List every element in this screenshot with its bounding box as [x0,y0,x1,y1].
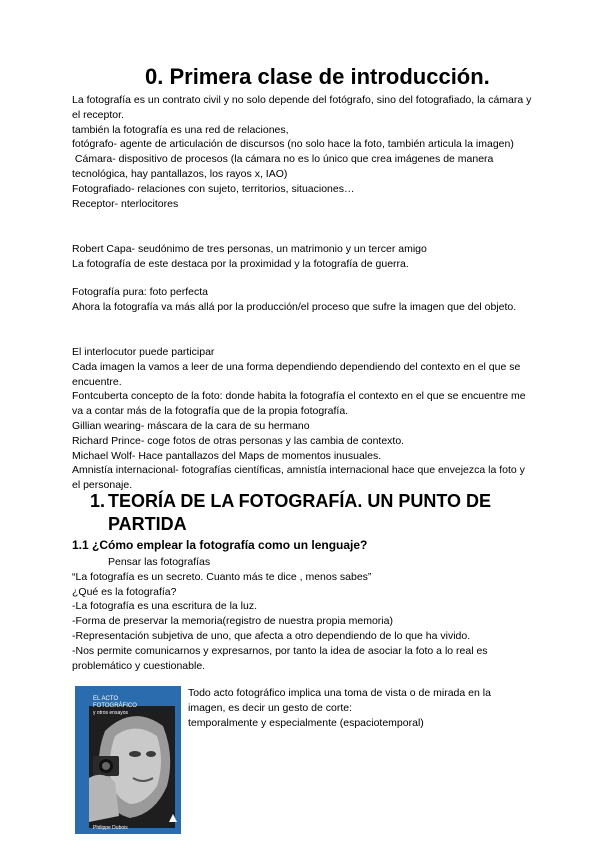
intro-paragraph [72,93,532,211]
text-line: Fontcuberta concepto de la foto: donde habita la fotografía el contexto en el que se encuentre me va a contar más de la fotografía que de la propia fotografía. [72,390,526,418]
text-line: Fotografía pura: foto perfecta [72,286,208,298]
text-line: Robert Capa- seudónimo de tres personas, un matrimonio y un tercer amigo [72,243,427,255]
text-line: también la fotografía es una red de relaciones, [72,123,289,136]
book-subtitle-line: y otros ensayos [93,710,129,716]
text-line: Fotografiado- relaciones con sujeto, territorios, situaciones… [72,182,355,195]
book-cover-image [75,686,181,834]
text-line: temporalmente y especialmente (espaciotemporal) [188,716,424,729]
text-line: El interlocutor puede participar [72,346,215,358]
text-line: Pensar las fotografías [108,556,211,568]
text-line: -La fotografía es una escritura de la luz. [72,600,258,613]
capa-paragraph [72,242,532,272]
text-line: -Nos permite comunicarnos y expresarnos, por tanto la idea de asociar la foto a lo real es problemático y cuestionable. [72,644,488,672]
text-line: Cámara- dispositivo de procesos (la cámara no es lo único que crea imágenes de manera tecnológica, hay pantallazos, los rayos x, IAO) [72,153,497,180]
book-title-line: EL ACTO [93,696,119,702]
text-line: La fotografía de este destaca por la proximidad y la fotografía de guerra. [72,257,409,270]
text-line: -Representación subjetiva de uno, que afecta a otro dependiendo de lo que ha vivido. [72,629,471,642]
section-heading [90,490,530,536]
text-line: Todo acto fotográfico implica una toma de vista o de mirada en la imagen, es decir un gesto de corte: [188,687,491,714]
text-line: fotógrafo- agente de articulación de discursos (no solo hace la foto, también articula la imagen) [72,138,514,151]
book-title-line: FOTOGRÁFICO [93,703,137,709]
text-line: La fotografía es un contrato civil y no solo depende del fotógrafo, sino del fotografiado, la cámara y el receptor. [72,94,532,121]
text-line: Michael Wolf- Hace pantallazos del Maps de momentos inusuales. [72,449,382,462]
page-title: 0. Primera clase de introducción. [145,64,490,89]
text-line: Ahora la fotografía va más allá por la producción/el proceso que sufre la imagen que del objeto. [72,300,517,313]
text-line: “La fotografía es un secreto. Cuanto más te dice , menos sabes” [72,570,372,583]
subsection-heading: 1.1 ¿Cómo emplear la fotografía como un lenguaje? [72,538,368,552]
text-line: Amnistía internacional- fotografías científicas, amnistía internacional hace que envejezca la foto y el personaje. [72,464,525,492]
text-line: Richard Prince- coge fotos de otras personas y las cambia de contexto. [72,434,405,447]
photo-act-paragraph [188,686,528,730]
pure-photo-paragraph [72,285,532,315]
section-title: TEORÍA DE LA FOTOGRAFÍA. UN PUNTO DE PARTIDA [108,491,492,534]
text-line: Gillian wearing- máscara de la cara de su hermano [72,419,310,432]
interlocutor-paragraph [72,345,532,493]
book-author: Philippe Dubois [93,825,128,831]
section-number: 1. [90,491,106,511]
text-line: ¿Qué es la fotografía? [72,585,177,598]
book-cover-photo [75,686,181,834]
text-line: -Forma de preservar la memoria(registro de nuestra propia memoria) [72,615,393,628]
text-line: Cada imagen la vamos a leer de una forma dependiendo dependiendo del contexto en el que se encuentre. [72,360,521,388]
subsection-paragraph [72,555,532,673]
text-line: Receptor- nterlocitores [72,197,179,210]
